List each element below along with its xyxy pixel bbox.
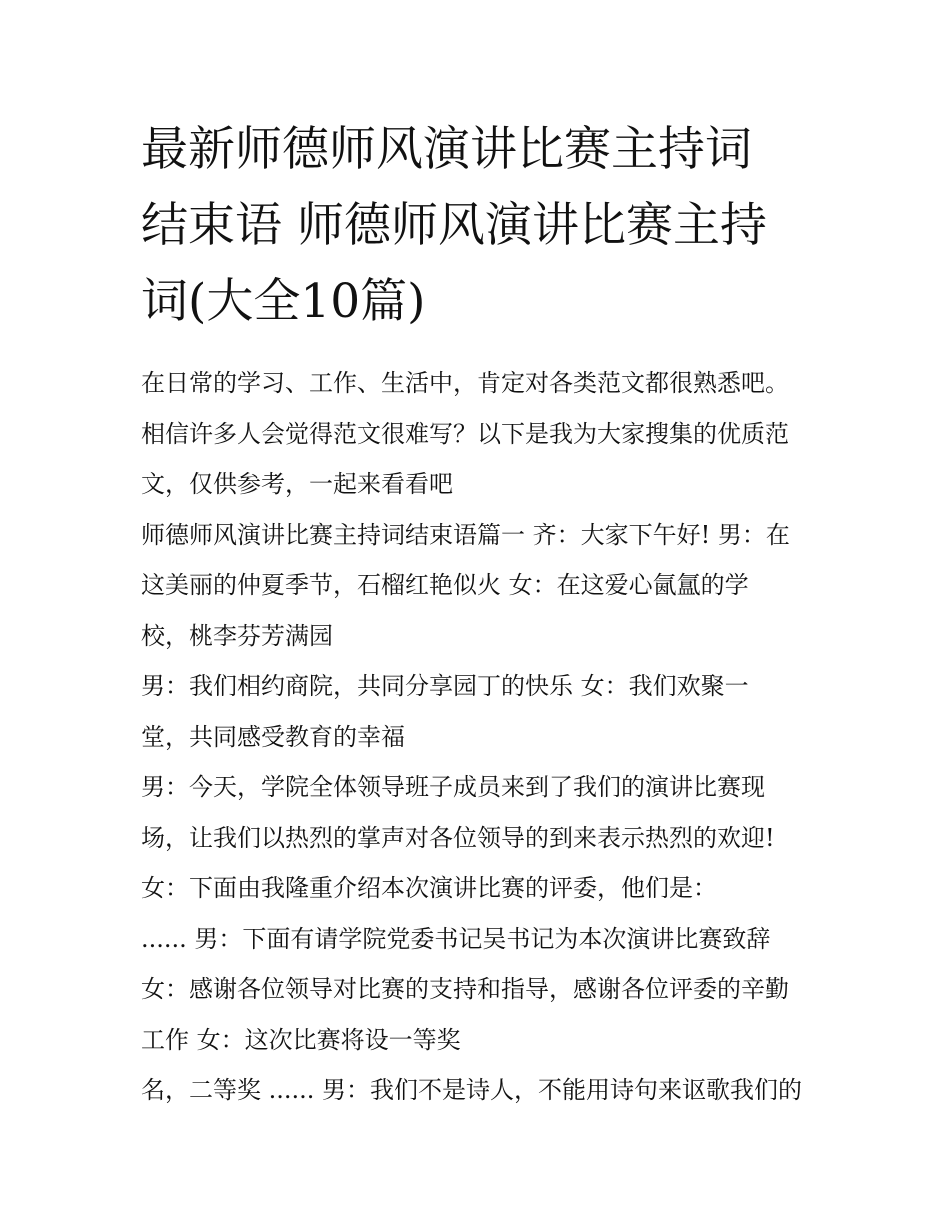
body-line: 在日常的学习、工作、生活中，肯定对各类范文都很熟悉吧。 — [141, 369, 789, 397]
body-line: 堂，共同感受教育的幸福 — [141, 722, 405, 751]
title-line: 结束语 师德师风演讲比赛主持 — [141, 198, 767, 253]
body-line: 男：今天，学院全体领导班子成员来到了我们的演讲比赛现 — [141, 773, 765, 801]
body-line: 这美丽的仲夏季节，石榴红艳似火 女：在这爱心氤氲的学 — [141, 571, 749, 599]
body-line: 男：我们相约商院，共同分享园丁的快乐 女：我们欢聚一 — [141, 672, 749, 700]
document-title — [141, 112, 831, 340]
body-line: 文，仅供参考，一起来看看吧 — [141, 470, 453, 498]
document-content — [141, 112, 831, 1116]
body-line: 相信许多人会觉得范文很难写？以下是我为大家搜集的优质范 — [141, 419, 789, 448]
body-line: 场，让我们以热烈的掌声对各位领导的到来表示热烈的欢迎! — [141, 823, 775, 852]
body-line: 女：感谢各位领导对比赛的支持和指导，感谢各位评委的辛勤 — [141, 975, 789, 1003]
title-line: 词(大全10篇) — [141, 274, 426, 329]
body-line: 校，桃李芬芳满园 — [141, 621, 333, 650]
body-line: ...... 男：下面有请学院党委书记吴书记为本次演讲比赛致辞 — [141, 924, 771, 953]
body-line: 名，二等奖 ...... 男：我们不是诗人，不能用诗句来讴歌我们的 — [141, 1076, 803, 1104]
body-line: 师德师风演讲比赛主持词结束语篇一 齐：大家下午好! 男：在 — [141, 520, 790, 549]
document-body — [141, 358, 831, 1116]
title-line: 最新师德师风演讲比赛主持词 — [141, 122, 752, 177]
body-line: 女：下面由我隆重介绍本次演讲比赛的评委，他们是： — [141, 874, 717, 902]
body-line: 工作 女：这次比赛将设一等奖 — [141, 1025, 461, 1054]
